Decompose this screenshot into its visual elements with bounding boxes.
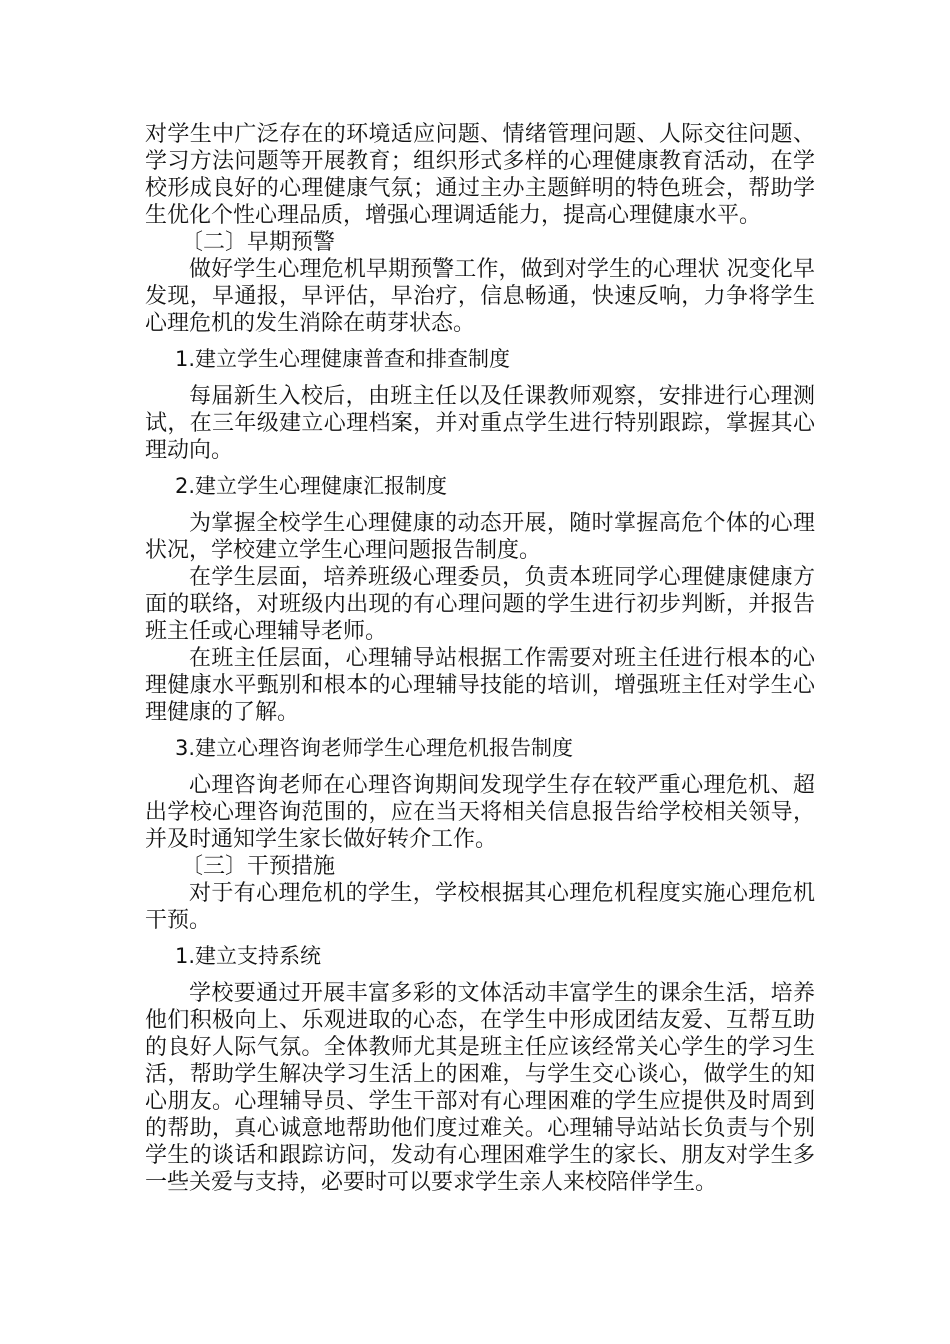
heading-counselor-report: 3.建立心理咨询老师学生心理危机报告制度 bbox=[175, 736, 574, 760]
paragraph-early-warning: 做好学生心理危机早期预警工作，做到对学生的心理状 况变化早发现，早通报，早评估，早治疗，信息畅通，快速反响，力争将学生心理危机的发生消除在萌芽状态。 bbox=[145, 257, 815, 336]
section-title-early-warning: 〔二〕早期预警 bbox=[181, 230, 336, 255]
document-page bbox=[145, 121, 815, 1196]
heading-survey-system: 1.建立学生心理健康普查和排查制度 bbox=[175, 347, 511, 371]
section-title-intervention: 〔三〕干预措施 bbox=[181, 854, 336, 879]
paragraph-report-overview: 为掌握全校学生心理健康的动态开展，随时掌握高危个体的心理状况，学校建立学生心理问题报告制度。 bbox=[145, 511, 815, 563]
heading-report-system: 2.建立学生心理健康汇报制度 bbox=[175, 474, 448, 498]
paragraph-intervention: 对于有心理危机的学生，学校根据其心理危机程度实施心理危机干预。 bbox=[145, 881, 815, 933]
paragraph-survey-system: 每届新生入校后，由班主任以及任课教师观察，安排进行心理测试，在三年级建立心理档案，并对重点学生进行特别跟踪，掌握其心理动向。 bbox=[145, 384, 815, 463]
paragraph-support-system: 学校要通过开展丰富多彩的文体活动丰富学生的课余生活，培养他们积极向上、乐观进取的心态，在学生中形成团结友爱、互帮互助的良好人际气氛。全体教师尤其是班主任应该经常关心学生的学习生活，帮助学生解决学习生活上的困难，与学生交心谈心，做学生的知心朋友。心理辅导员、学生干部对有心理困难的学生应提供及时周到的帮助，真心诚意地帮助他们度过难关。心理辅导站站长负责与个别学生的谈话和跟踪访问，发动有心理困难学生的家长、朋友对学生多一些关爱与支持，必要时可以要求学生亲人来校陪伴学生。 bbox=[145, 981, 815, 1195]
paragraph-counselor-report: 心理咨询老师在心理咨询期间发现学生存在较严重心理危机、超出学校心理咨询范围的，应在当天将相关信息报告给学校相关领导，并及时通知学生家长做好转介工作。 bbox=[145, 773, 815, 852]
paragraph-environment-education: 对学生中广泛存在的环境适应问题、情绪管理问题、人际交往问题、学习方法问题等开展教育；组织形式多样的心理健康教育活动，在学校形成良好的心理健康气氛；通过主办主题鲜明的特色班会，帮助学生优化个性心理品质，增强心理调适能力，提高心理健康水平。 bbox=[145, 122, 815, 228]
paragraph-teacher-level: 在班主任层面，心理辅导站根据工作需要对班主任进行根本的心理健康水平甄别和根本的心理辅导技能的培训，增强班主任对学生心理健康的了解。 bbox=[145, 646, 815, 725]
heading-support-system: 1.建立支持系统 bbox=[175, 944, 322, 968]
paragraph-student-level: 在学生层面，培养班级心理委员，负责本班同学心理健康健康方面的联络，对班级内出现的有心理问题的学生进行初步判断，并报告班主任或心理辅导老师。 bbox=[145, 565, 815, 644]
